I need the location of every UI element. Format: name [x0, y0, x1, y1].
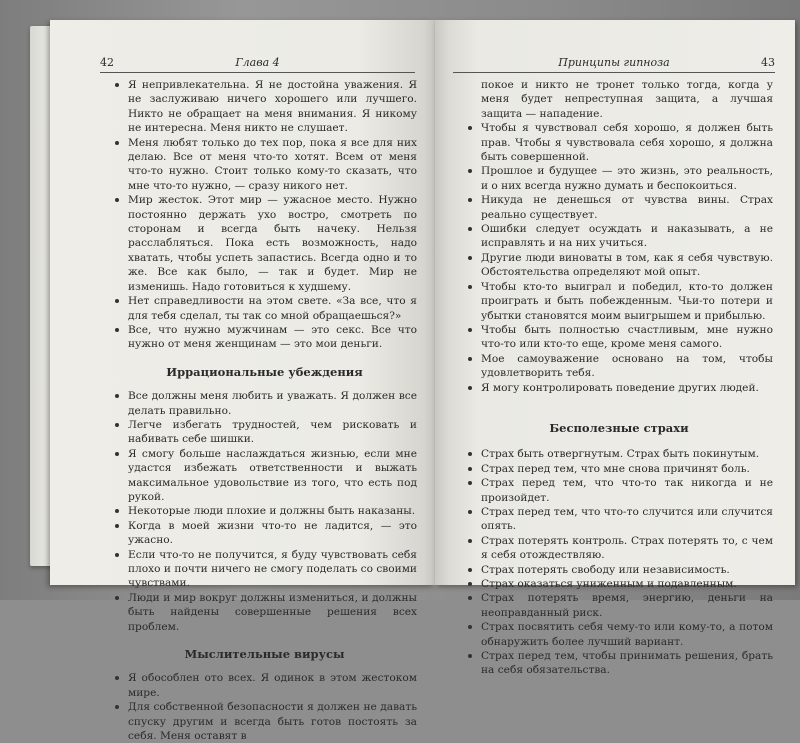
- list-item: Я могу контролировать поведение других людей.: [465, 381, 773, 395]
- list-item: Люди и мир вокруг должны измениться, и должны быть найдены совершенные решения всех проблем.: [112, 591, 417, 634]
- list-item: Я смогу больше наслаждаться жизнью, если мне удастся избежать ответственности и выжать максимальное удовольствие из того, что есть под рукой.: [112, 447, 417, 505]
- section-heading-thought-viruses: Мыслительные вирусы: [184, 647, 345, 662]
- right-page-number: 43: [761, 56, 775, 69]
- list-item: Для собственной безопасности я должен не давать спуску другим и всегда быть готов постоять за себя. Меня оставят в: [112, 700, 417, 743]
- list-item: Страх оказаться униженным и подавленным.: [465, 577, 773, 591]
- list-item: Чтобы кто-то выиграл и победил, кто-то должен проиграть и быть побежденным. Чьи-то потери и убытки становятся моим выигрышем и прибылью.: [465, 280, 773, 323]
- useless-fears-list: [465, 447, 773, 678]
- list-item: Никуда не денешься от чувства вины. Страх реально существует.: [465, 193, 773, 222]
- list-item: Прошлое и будущее — это жизнь, это реальность, и о них всегда нужно думать и беспокоиться.: [465, 164, 773, 193]
- section-heading-useless-fears: Бесполезные страхи: [549, 420, 689, 435]
- list-item: Мир жесток. Этот мир — ужасное место. Нужно постоянно держать ухо востро, смотреть по сторонам и всегда быть начеку. Нельзя расслабляться. Пока есть возможность, надо хватать, чтобы успеть запастись. Всегда одно и то же. Все как было, — так и будет. Мир не изменишь. Надо готовиться к худшему.: [112, 193, 417, 294]
- list-item: Страх перед тем, чтобы принимать решения, брать на себя обязательства.: [465, 649, 773, 678]
- right-running-head: [453, 50, 775, 73]
- list-item: Я обособлен ото всех. Я одинок в этом жестоком мире.: [112, 671, 417, 700]
- right-chapter-title: Принципы гипноза: [558, 56, 670, 69]
- list-item: Страх перед тем, что что-то так никогда и не произойдет.: [465, 476, 773, 505]
- open-book: [30, 20, 795, 743]
- list-item: Я непривлекательна. Я не достойна уважения. Я не заслуживаю ничего хорошего или лучшего. Никто не обращает на меня внимания. Я никому не интересна. Меня никто не слушает.: [112, 78, 417, 136]
- list-item: Страх потерять свободу или независимость.: [465, 563, 773, 577]
- list-item: Мое самоуважение основано на том, чтобы удовлетворить тебя.: [465, 352, 773, 381]
- intro-list: [112, 78, 417, 352]
- list-item: Ошибки следует осуждать и наказывать, а не исправлять и на них учиться.: [465, 222, 773, 251]
- list-item: Другие люди виноваты в том, как я себя чувствую. Обстоятельства определяют мой опыт.: [465, 251, 773, 280]
- list-item: Некоторые люди плохие и должны быть наказаны.: [112, 504, 417, 518]
- list-item: Все, что нужно мужчинам — это секс. Все что нужно от меня женщинам — это мои деньги.: [112, 323, 417, 352]
- list-item: Легче избегать трудностей, чем рисковать и набивать себе шишки.: [112, 418, 417, 447]
- list-item: Меня любят только до тех пор, пока я все для них делаю. Все от меня что-то хотят. Всем от меня что-то нужно. Стоит только кому-то сказать, что мне что-то нужно, — сразу никого нет.: [112, 136, 417, 194]
- list-item: Страх потерять время, энергию, деньги на неоправданный риск.: [465, 591, 773, 620]
- left-page-number: 42: [100, 56, 114, 69]
- section-heading-irrational: Иррациональные убеждения: [166, 364, 363, 379]
- left-page: [50, 20, 435, 743]
- list-item: Страх потерять контроль. Страх потерять то, с чем я себя отождествляю.: [465, 534, 773, 563]
- list-item: Все должны меня любить и уважать. Я должен все делать правильно.: [112, 389, 417, 418]
- left-page-content: [112, 78, 417, 743]
- beliefs-continued-list: [465, 78, 773, 395]
- thought-viruses-list: [112, 671, 417, 743]
- irrational-beliefs-list: [112, 389, 417, 634]
- list-item: Чтобы быть полностью счастливым, мне нужно что-то или кто-то еще, кроме меня самого.: [465, 323, 773, 352]
- list-item: Страх перед тем, что мне снова причинят боль.: [465, 462, 773, 476]
- list-item: Страх быть отвергнутым. Страх быть покинутым.: [465, 447, 773, 461]
- list-item: Страх перед тем, что что-то случится или случится опять.: [465, 505, 773, 534]
- right-page-content: [465, 78, 773, 677]
- list-item: Чтобы я чувствовал себя хорошо, я должен быть прав. Чтобы я чувствовала себя хорошо, я должна быть совершенной.: [465, 121, 773, 164]
- continuation-text: покое и никто не тронет только тогда, когда у меня будет непреступная защита, а лучшая защита — нападение.: [481, 79, 773, 120]
- list-item: Страх посвятить себя чему-то или кому-то, а потом обнаружить более лучший вариант.: [465, 620, 773, 649]
- left-running-head: [100, 50, 415, 73]
- left-chapter-title: Глава 4: [235, 56, 280, 69]
- list-item: Когда в моей жизни что-то не ладится, — это ужасно.: [112, 519, 417, 548]
- right-page: [435, 20, 795, 677]
- list-item: Нет справедливости на этом свете. «За все, что я для тебя сделал, ты так со мной обращаешься?»: [112, 294, 417, 323]
- list-item: Если что-то не получится, я буду чувствовать себя плохо и почти ничего не смогу поделать со своими чувствами.: [112, 548, 417, 591]
